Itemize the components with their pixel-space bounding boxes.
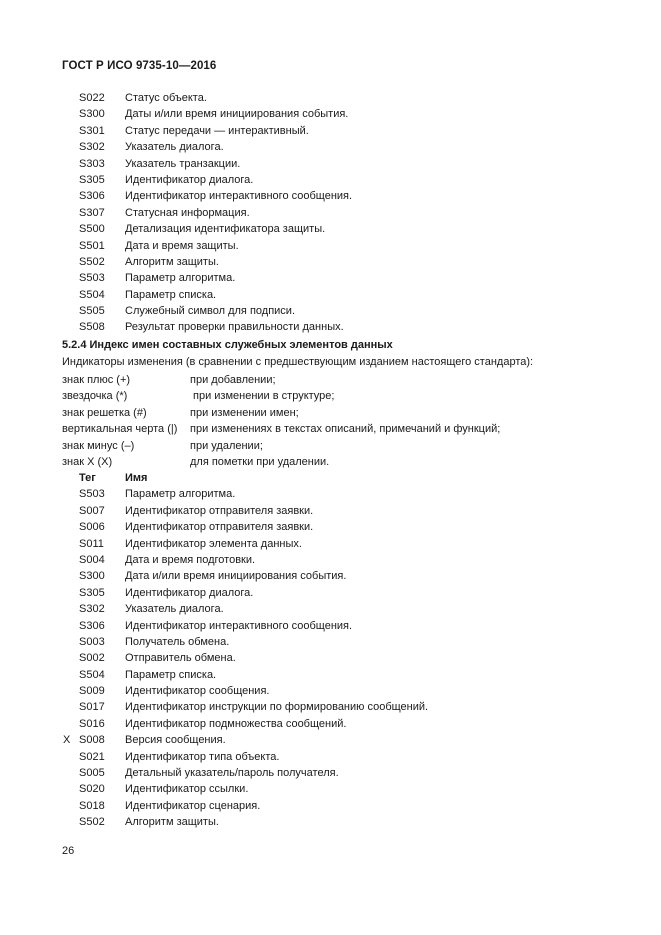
element-tag: S011 (79, 537, 104, 550)
element-name: Указатель диалога. (125, 141, 224, 154)
indicator-symbol: знак X (X) (62, 455, 113, 468)
list-item (0, 503, 661, 519)
element-tag: S007 (79, 504, 105, 517)
element-name: Параметр алгоритма. (125, 488, 236, 501)
element-name: Идентификатор интерактивного сообщения. (125, 619, 353, 632)
element-name: Алгоритм защиты. (125, 255, 219, 268)
list-item (0, 650, 661, 666)
element-name: Идентификатор интерактивного сообщения. (125, 190, 353, 203)
list-item (0, 221, 661, 237)
element-tag: S504 (79, 288, 105, 301)
element-name: Параметр списка. (125, 668, 217, 681)
element-tag: S009 (79, 685, 105, 698)
element-tag: S502 (79, 816, 105, 829)
element-tag: S022 (79, 92, 105, 104)
list-item (0, 798, 661, 814)
table-header-row (0, 470, 661, 486)
element-name: Параметр алгоритма. (125, 272, 236, 285)
list-item (0, 536, 661, 552)
column-header-name: Имя (125, 472, 148, 484)
element-name: Статусная информация. (125, 206, 250, 219)
element-name: Дата и время защиты. (125, 239, 239, 252)
indicator-description: для пометки при удалении. (190, 455, 330, 468)
indicator-description: при изменении имен; (190, 406, 299, 419)
list-item (0, 287, 661, 303)
list-item (0, 781, 661, 797)
page-header: ГОСТ Р ИСО 9735-10—2016 (62, 60, 217, 72)
element-name: Дата и время подготовки. (125, 553, 256, 566)
indicator-symbol: знак решетка (#) (62, 406, 147, 419)
element-tag: S505 (79, 305, 105, 318)
indicators-list (0, 372, 661, 470)
element-tag: S508 (79, 321, 105, 334)
element-name: Идентификатор ссылки. (125, 783, 249, 796)
element-tag: S302 (79, 141, 105, 154)
element-tag: S008 (79, 734, 105, 747)
element-name: Отправитель обмена. (125, 652, 236, 665)
element-name: Идентификатор сценария. (125, 799, 261, 812)
element-tag: S005 (79, 767, 105, 780)
list-item (0, 568, 661, 584)
list-item (0, 90, 661, 106)
list-item (0, 683, 661, 699)
list-item (0, 749, 661, 765)
element-name: Статус передачи — интерактивный. (125, 124, 309, 137)
element-tag: S006 (79, 521, 105, 534)
list-item (0, 270, 661, 286)
element-tag: S306 (79, 190, 105, 203)
list-item (0, 123, 661, 139)
list-item (0, 519, 661, 535)
element-name: Идентификатор сообщения. (125, 685, 270, 698)
element-name: Служебный символ для подписи. (125, 305, 296, 318)
element-tag: S021 (79, 750, 105, 763)
list-item (0, 634, 661, 650)
list-item (0, 552, 661, 568)
element-name: Даты и/или время инициирования события. (125, 108, 349, 121)
element-tag: S504 (79, 668, 105, 681)
element-name: Идентификатор элемента данных. (125, 537, 302, 550)
element-name: Идентификатор отправителя заявки. (125, 504, 314, 517)
element-tag: S503 (79, 272, 105, 285)
element-name: Версия сообщения. (125, 734, 226, 747)
indicator-row (0, 454, 661, 470)
change-marker: X (63, 734, 71, 747)
page-number: 26 (62, 845, 75, 857)
element-tag: S500 (79, 223, 105, 236)
element-name: Идентификатор инструкции по формированию сообщений. (125, 701, 429, 714)
element-name: Результат проверки правильности данных. (125, 321, 344, 334)
indicator-row (0, 421, 661, 437)
list-item (0, 172, 661, 188)
element-tag: S501 (79, 239, 105, 252)
indicator-symbol: вертикальная черта (|) (62, 423, 178, 436)
element-tag: S307 (79, 206, 105, 219)
list-item (0, 254, 661, 270)
element-tag: S003 (79, 635, 105, 648)
indicator-description: при изменении в структуре; (193, 390, 335, 403)
element-name: Указатель транзакции. (125, 157, 241, 170)
indicator-symbol: звездочка (*) (62, 390, 128, 403)
indicator-symbol: знак минус (–) (62, 439, 135, 452)
element-tag: S306 (79, 619, 105, 632)
element-name: Получатель обмена. (125, 635, 230, 648)
list-item (0, 814, 661, 830)
element-tag: S300 (79, 570, 105, 583)
element-list-1 (0, 90, 661, 336)
indicator-row (0, 405, 661, 421)
element-name: Дата и/или время инициирования события. (125, 570, 347, 583)
list-item (0, 238, 661, 254)
element-tag: S300 (79, 108, 105, 121)
indicator-description: при добавлении; (190, 374, 276, 386)
list-item (0, 716, 661, 732)
section-title: 5.2.4 Индекс имен составных служебных элементов данных (62, 339, 393, 351)
element-name: Идентификатор диалога. (125, 586, 254, 599)
list-item (0, 205, 661, 221)
element-name: Алгоритм защиты. (125, 816, 219, 829)
list-item (0, 188, 661, 204)
list-item (0, 486, 661, 502)
indicator-description: при изменениях в текстах описаний, примечаний и функций; (190, 423, 501, 436)
list-item (0, 585, 661, 601)
element-tag: S305 (79, 173, 105, 186)
element-tag: S020 (79, 783, 105, 796)
element-name: Идентификатор отправителя заявки. (125, 521, 314, 534)
list-item (0, 156, 661, 172)
element-tag: S016 (79, 717, 105, 730)
indicator-row (0, 388, 661, 404)
element-list-2 (0, 470, 661, 831)
column-header-tag: Тег (79, 472, 96, 484)
list-item (0, 139, 661, 155)
element-tag: S018 (79, 799, 105, 812)
indicators-intro: Индикаторы изменения (в сравнении с предшествующим изданием настоящего стандарта): (62, 356, 534, 368)
element-name: Идентификатор типа объекта. (125, 750, 280, 763)
list-item (0, 601, 661, 617)
indicator-symbol: знак плюс (+) (62, 374, 131, 386)
element-name: Указатель диалога. (125, 603, 224, 616)
element-name: Параметр списка. (125, 288, 217, 301)
list-item (0, 667, 661, 683)
list-item (0, 699, 661, 715)
element-name: Детализация идентификатора защиты. (125, 223, 326, 236)
list-item (0, 765, 661, 781)
indicator-row (0, 438, 661, 454)
element-tag: S301 (79, 124, 105, 137)
element-tag: S002 (79, 652, 105, 665)
element-tag: S017 (79, 701, 105, 714)
element-name: Детальный указатель/пароль получателя. (125, 767, 339, 780)
indicator-row (0, 372, 661, 388)
element-tag: S303 (79, 157, 105, 170)
list-item (0, 303, 661, 319)
element-tag: S502 (79, 255, 105, 268)
list-item (0, 106, 661, 122)
element-tag: S004 (79, 553, 105, 566)
list-item (0, 618, 661, 634)
element-tag: S302 (79, 603, 105, 616)
indicator-description: при удалении; (190, 439, 263, 452)
list-item (0, 319, 661, 335)
element-name: Идентификатор диалога. (125, 173, 254, 186)
element-tag: S503 (79, 488, 105, 501)
list-item (0, 732, 661, 748)
element-name: Идентификатор подмножества сообщений. (125, 717, 347, 730)
element-name: Статус объекта. (125, 92, 207, 104)
element-tag: S305 (79, 586, 105, 599)
